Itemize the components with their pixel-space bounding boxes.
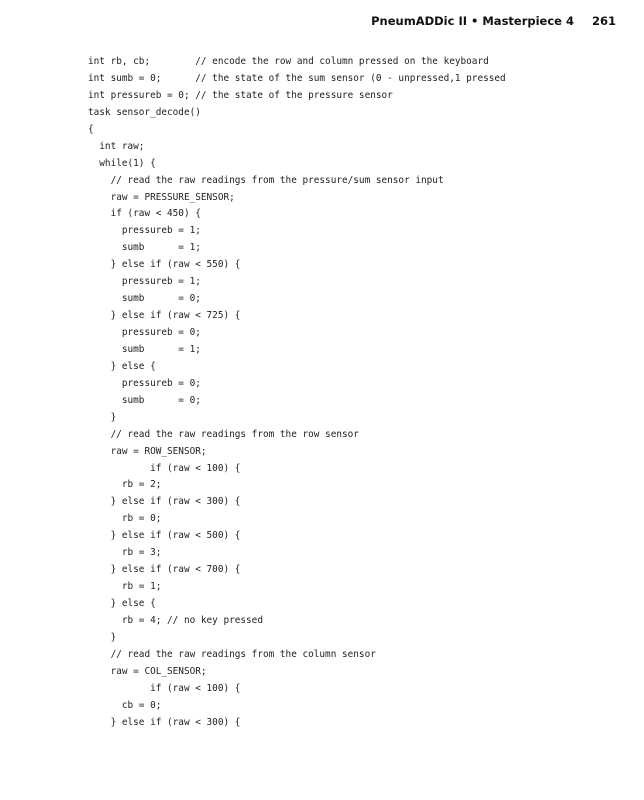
code-line: pressureb = 1; — [88, 225, 201, 237]
code-line: // read the raw readings from the row sensor — [88, 428, 359, 440]
code-line: sumb = 1; — [88, 343, 201, 355]
code-line: pressureb = 1; — [88, 276, 201, 288]
code-line: // read the raw readings from the column sensor — [88, 648, 376, 660]
running-title: PneumADDic II • Masterpiece 4 — [371, 14, 574, 28]
code-line: { — [88, 123, 94, 135]
code-line: sumb = 0; — [88, 293, 201, 305]
code-line: // read the raw readings from the pressure/sum sensor input — [88, 174, 444, 186]
code-line: } else if (raw < 550) { — [88, 259, 241, 271]
code-line: } else { — [88, 598, 156, 609]
code-line: int rb, cb; // encode the row and column pressed on the keyboard — [88, 56, 489, 67]
code-line: } — [88, 411, 117, 423]
code-line: int sumb = 0; // the state of the sum sensor (0 - unpressed,1 pressed — [88, 72, 506, 84]
page-number: 261 — [591, 14, 616, 28]
code-listing — [88, 54, 506, 732]
code-line: } else if (raw < 300) { — [88, 716, 241, 728]
code-line: } else if (raw < 300) { — [88, 496, 241, 508]
code-line: raw = ROW_SENSOR; — [88, 445, 207, 457]
code-line: rb = 0; — [88, 513, 162, 525]
code-line: task sensor_decode() — [88, 106, 201, 118]
code-line: sumb = 0; — [88, 394, 201, 406]
code-line: rb = 4; // no key pressed — [88, 614, 263, 626]
running-header — [371, 14, 616, 28]
code-line: sumb = 1; — [88, 242, 201, 254]
code-line: rb = 1; — [88, 581, 162, 593]
code-line: cb = 0; — [88, 699, 162, 711]
code-line: rb = 3; — [88, 547, 162, 559]
code-line: pressureb = 0; — [88, 377, 201, 389]
code-line: if (raw < 100) { — [88, 462, 241, 474]
code-line: } else if (raw < 700) { — [88, 564, 241, 576]
code-line: pressureb = 0; — [88, 327, 201, 338]
code-line: raw = PRESSURE_SENSOR; — [88, 191, 235, 203]
code-line: if (raw < 100) { — [88, 682, 241, 694]
code-line: if (raw < 450) { — [88, 208, 201, 220]
code-line: raw = COL_SENSOR; — [88, 665, 207, 677]
code-line: int raw; — [88, 140, 145, 152]
code-line: while(1) { — [88, 157, 156, 169]
code-line: int pressureb = 0; // the state of the pressure sensor — [88, 89, 393, 101]
code-line: } else if (raw < 725) { — [88, 310, 241, 322]
code-line: } else { — [88, 360, 156, 372]
code-line: rb = 2; — [88, 479, 162, 491]
code-line: } else if (raw < 500) { — [88, 530, 241, 542]
code-line: } — [88, 631, 117, 643]
